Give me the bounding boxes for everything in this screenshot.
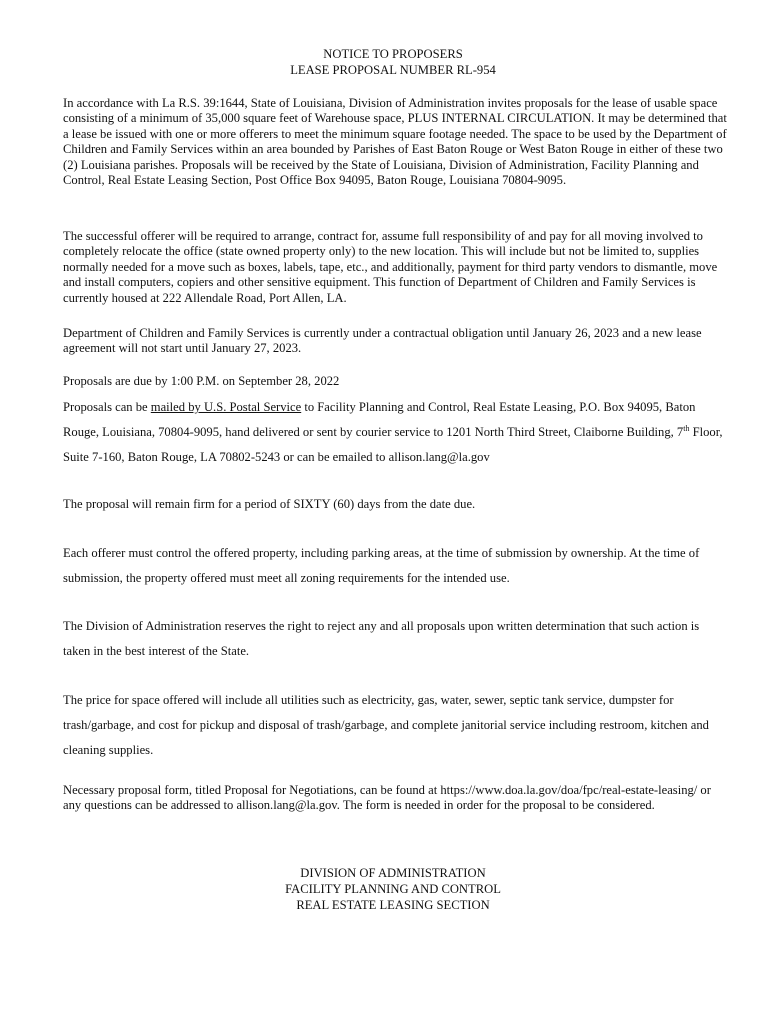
submission-text-after: to Facility Planning and Control, Real Estate Leasing, P.O. Box 94095, Baton Rouge, Louisiana, 70804-9095, hand delivered or sent by courier service to 1201 North Third Street, Claiborne Building, 7	[63, 400, 696, 439]
paragraph-property-control: Each offerer must control the offered property, including parking areas, at the time of submission by ownership. At the time of submission, the property offered must meet all zoning requirements for the intended use.	[63, 546, 700, 585]
paragraph-intro: In accordance with La R.S. 39:1644, State of Louisiana, Division of Administration invites proposals for the lease of usable space consisting of a minimum of 35,000 square feet of Warehouse space, PLUS INTERNAL CIRCULATION. It may be determined that a lease be issued with one or more offerers to meet the minimum square footage needed. The space to be used by the Department of Children and Family Services within an area bounded by Parishes of East Baton Rouge or West Baton Rouge in either of these two (2) Louisiana parishes. Proposals will be received by the State of Louisiana, Division of Administration, Facility Planning and Control, Real Estate Leasing Section, Post Office Box 94095, Baton Rouge, Louisiana 70804-9095.	[63, 96, 727, 188]
paragraph-submission	[63, 395, 727, 469]
proposal-number: LEASE PROPOSAL NUMBER RL-954	[290, 63, 496, 77]
submission-text-before: Proposals can be	[63, 400, 151, 414]
paragraph-utilities: The price for space offered will include all utilities such as electricity, gas, water, sewer, septic tank service, dumpster for trash/garbage, and cost for pickup and disposal of trash/garbage, and complete janitorial service including restroom, kitchen and cleaning supplies.	[63, 693, 709, 757]
issuer-facility: FACILITY PLANNING AND CONTROL	[285, 882, 501, 896]
issuer-division: DIVISION OF ADMINISTRATION	[300, 866, 486, 880]
issuer-block	[0, 865, 770, 913]
floor-superscript: th	[683, 423, 690, 433]
mail-method-underlined: mailed by U.S. Postal Service	[150, 400, 302, 414]
issuer-section: REAL ESTATE LEASING SECTION	[296, 898, 490, 912]
paragraph-relocation: The successful offerer will be required to arrange, contract for, assume full responsibility of and pay for all moving involved to completely relocate the office (state owned property only) to the new location. This will include but not be limited to, supplies normally needed for a move such as boxes, labels, tape, etc., and additionally, payment for third party vendors to dismantle, move and install computers, copiers and other sensitive equipment. This function of Department of Children and Family Services is currently housed at 222 Allendale Road, Port Allen, LA.	[63, 229, 718, 305]
paragraph-proposal-form: Necessary proposal form, titled Proposal for Negotiations, can be found at https://www.doa.la.gov/doa/fpc/real-estate-leasing/ or any questions can be addressed to allison.lang@la.gov. The form is needed in order for the proposal to be considered.	[63, 783, 711, 813]
paragraph-due-date: Proposals are due by 1:00 P.M. on September 28, 2022	[63, 374, 340, 388]
notice-title: NOTICE TO PROPOSERS	[323, 47, 463, 61]
paragraph-rejection-right: The Division of Administration reserves the right to reject any and all proposals upon written determination that such action is taken in the best interest of the State.	[63, 619, 700, 658]
notice-header	[0, 46, 770, 78]
submission-text-end: Floor, Suite 7-160, Baton Rouge, LA 70802-5243 or can be emailed to allison.lang@la.gov	[63, 424, 723, 464]
paragraph-firm-period: The proposal will remain firm for a period of SIXTY (60) days from the date due.	[63, 497, 476, 511]
paragraph-contract-dates: Department of Children and Family Services is currently under a contractual obligation until January 26, 2023 and a new lease agreement will not start until January 27, 2023.	[63, 326, 702, 356]
